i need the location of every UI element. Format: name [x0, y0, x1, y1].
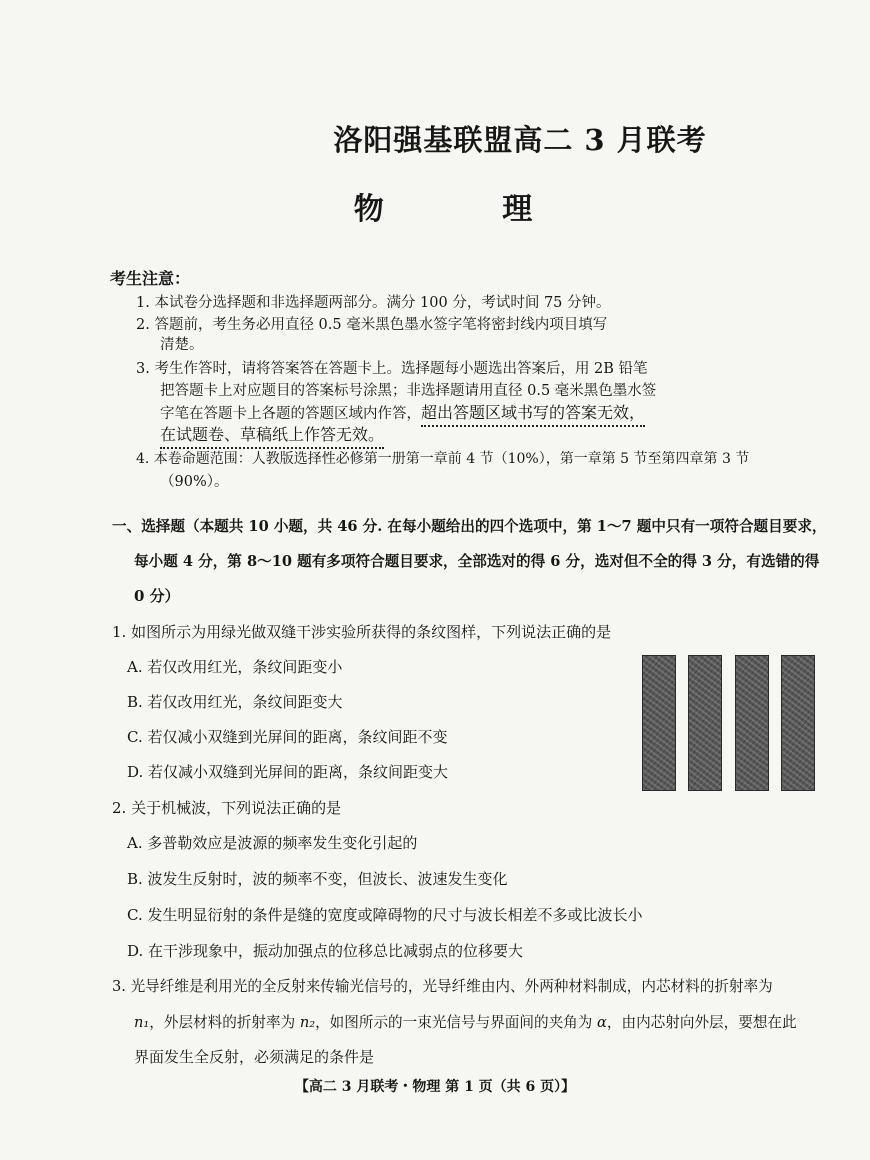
- emphasis-dotted-text: 超出答题区域书写的答案无效，: [421, 403, 645, 427]
- question-3-stem-line-2: [134, 1011, 797, 1032]
- symbol-alpha: α: [597, 1014, 607, 1031]
- notice-item-3-line-3: [160, 400, 645, 423]
- notice-item-3-line-2: 把答题卡上对应题目的答案标号涂黑；非选择题请用直径 0.5 毫米黑色墨水签: [160, 383, 657, 399]
- bright-fringe: [642, 655, 676, 791]
- notice-item-4-line-1: 4. 本卷命题范围：人教版选择性必修第一册第一章前 4 节（10%），第一章第 5 节至第四章第 3 节: [136, 451, 750, 467]
- emphasis-dotted-text: 在试题卷、草稿纸上作答无效。: [160, 425, 384, 449]
- section-instruction-line-1: 一、选择题（本题共 10 小题，共 46 分. 在每小题给出的四个选项中，第 1～7 题中只有一项符合题目要求，: [112, 518, 827, 535]
- notice-item-4-line-2: （90%）。: [160, 474, 229, 490]
- symbol-n2: n₂: [299, 1014, 316, 1031]
- bright-fringe: [781, 655, 815, 791]
- question-2-stem: 2. 关于机械波，下列说法正确的是: [112, 799, 342, 817]
- question-3-text: ，如图所示的一束光信号与界面间的夹角为: [315, 1014, 598, 1031]
- question-1-option-c: C. 若仅减小双缝到光屏间的距离，条纹间距不变: [127, 728, 448, 746]
- question-3-stem-line-1: 3. 光导纤维是利用光的全反射来传输光信号的，光导纤维由内、外两种材料制成，内芯材料的折射率为: [112, 978, 773, 995]
- question-2-option-b: B. 波发生反射时，波的频率不变，但波长、波速发生变化: [127, 870, 508, 888]
- question-3-text: ，由内芯射向外层，要想在此: [606, 1014, 797, 1031]
- question-2-option-c: C. 发生明显衍射的条件是缝的宽度或障碍物的尺寸与波长相差不多或比波长小: [127, 906, 643, 924]
- notice-item-3-line-4: [160, 422, 384, 445]
- bright-fringe: [688, 655, 722, 791]
- notice-item-1: 1. 本试卷分选择题和非选择题两部分。满分 100 分，考试时间 75 分钟。: [136, 295, 611, 311]
- question-1-option-a: A. 若仅改用红光，条纹间距变小: [127, 658, 343, 676]
- interference-fringe-figure: [640, 655, 814, 790]
- page-footer: 【高二 3 月联考・物理 第 1 页（共 6 页）】: [294, 1079, 576, 1095]
- notice-heading: 考生注意：: [110, 269, 191, 288]
- question-3-text: ，外层材料的折射率为: [149, 1014, 300, 1031]
- notice-item-2-line-1: 2. 答题前，考生务必用直径 0.5 毫米黑色墨水签字笔将密封线内项目填写: [136, 317, 608, 333]
- question-1-stem: 1. 如图所示为用绿光做双缝干涉实验所获得的条纹图样，下列说法正确的是: [112, 623, 612, 641]
- question-1-option-b: B. 若仅改用红光，条纹间距变大: [127, 693, 343, 711]
- question-2-option-d: D. 在干涉现象中，振动加强点的位移总比减弱点的位移要大: [127, 942, 524, 960]
- symbol-n1: n₁: [134, 1014, 150, 1031]
- section-instruction-line-2: 每小题 4 分，第 8～10 题有多项符合题目要求，全部选对的得 6 分，选对但不全的得 3 分，有选错的得: [134, 553, 820, 570]
- notice-item-2-line-2: 清楚。: [160, 337, 204, 353]
- question-3-stem-line-3: 界面发生全反射，必须满足的条件是: [134, 1048, 375, 1066]
- section-instruction-line-3: 0 分）: [134, 587, 180, 605]
- exam-title: 洛阳强基联盟高二 3 月联考: [333, 123, 707, 157]
- subject-title: 物 理: [353, 192, 587, 227]
- bright-fringe: [735, 655, 769, 791]
- question-2-option-a: A. 多普勒效应是波源的频率发生变化引起的: [127, 834, 418, 852]
- notice-item-3-line-1: 3. 考生作答时，请将答案答在答题卡上。选择题每小题选出答案后，用 2B 铅笔: [136, 361, 648, 377]
- notice-item-3-line-3-plain: 字笔在答题卡上各题的答题区域内作答，: [160, 406, 421, 422]
- question-1-option-d: D. 若仅减小双缝到光屏间的距离，条纹间距变大: [127, 763, 449, 781]
